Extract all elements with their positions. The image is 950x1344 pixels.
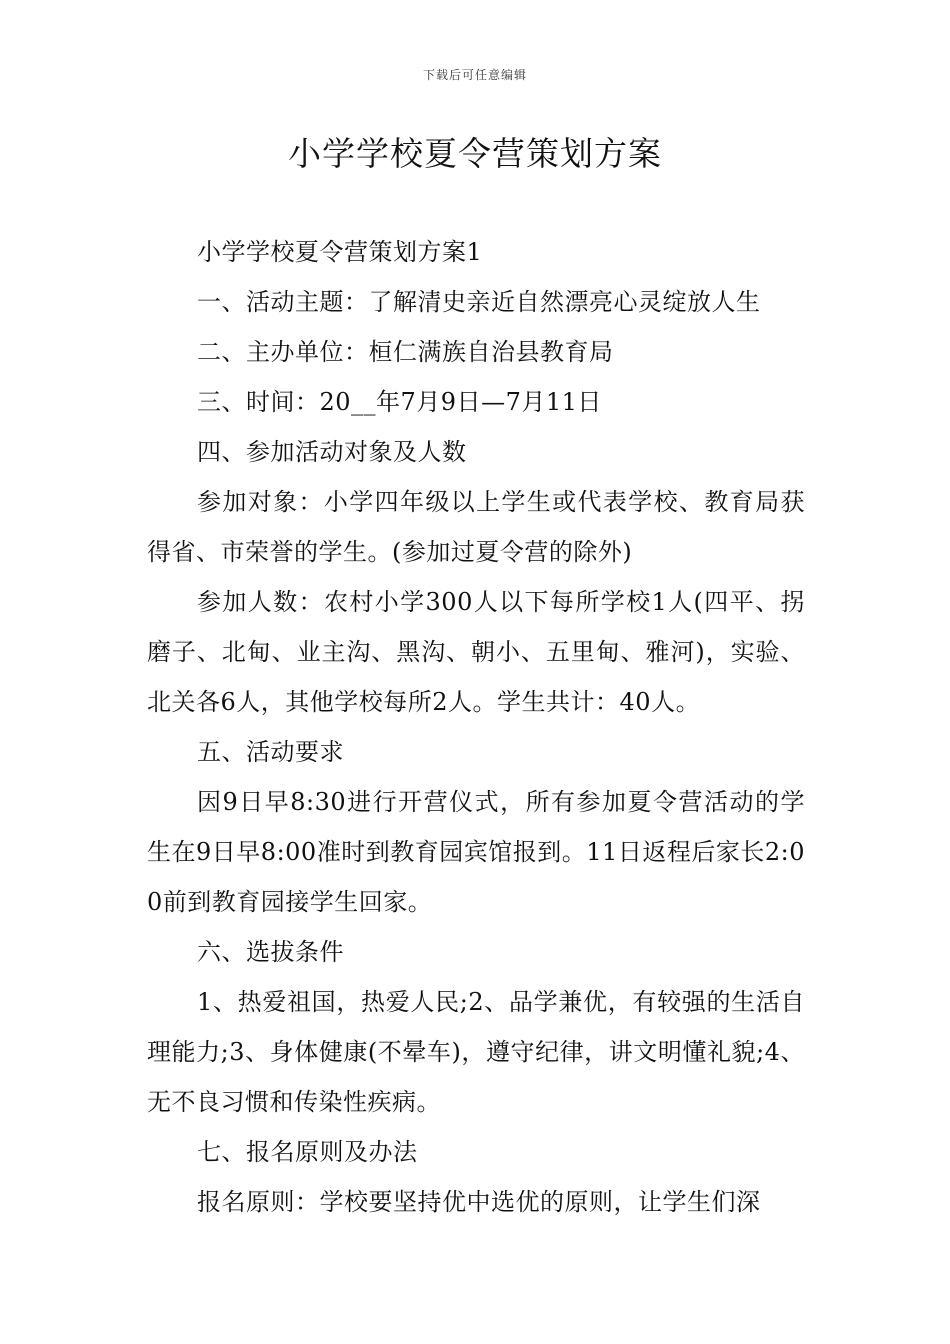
paragraph-theme: 一、活动主题：了解清史亲近自然漂亮心灵绽放人生 [197, 288, 761, 316]
paragraph-registration-heading: 七、报名原则及办法 [197, 1138, 418, 1166]
document-body [147, 227, 805, 1227]
paragraph-requirements-heading: 五、活动要求 [197, 738, 344, 766]
paragraph-participant-count: 参加人数：农村小学300人以下每所学校1人(四平、拐磨子、北甸、业主沟、黑沟、朝小、五里甸、雅河)，实验、北关各6人，其他学校每所2人。学生共计：40人。 [147, 588, 805, 716]
paragraph-organizer: 二、主办单位：桓仁满族自治县教育局 [197, 338, 614, 366]
paragraph-participants-heading: 四、参加活动对象及人数 [197, 438, 467, 466]
paragraph-selection-heading: 六、选拔条件 [197, 938, 344, 966]
paragraph-subtitle: 小学学校夏令营策划方案1 [197, 238, 483, 266]
paragraph-time: 三、时间：20__年7月9日—7月11日 [197, 388, 602, 416]
paragraph-selection-criteria: 1、热爱祖国，热爱人民;2、品学兼优，有较强的生活自理能力;3、身体健康(不晕车)，遵守纪律，讲文明懂礼貌;4、无不良习惯和传染性疾病。 [147, 988, 805, 1116]
header-note: 下载后可任意编辑 [422, 68, 527, 82]
paragraph-participant-target: 参加对象：小学四年级以上学生或代表学校、教育局获得省、市荣誉的学生。(参加过夏令营的除外) [147, 488, 805, 566]
paragraph-requirements: 因9日早8:30进行开营仪式，所有参加夏令营活动的学生在9日早8:00准时到教育园宾馆报到。11日返程后家长2:00前到教育园接学生回家。 [147, 788, 805, 916]
document-title: 小学学校夏令营策划方案 [288, 134, 662, 173]
paragraph-registration-principle: 报名原则：学校要坚持优中选优的原则，让学生们深 [197, 1188, 761, 1216]
